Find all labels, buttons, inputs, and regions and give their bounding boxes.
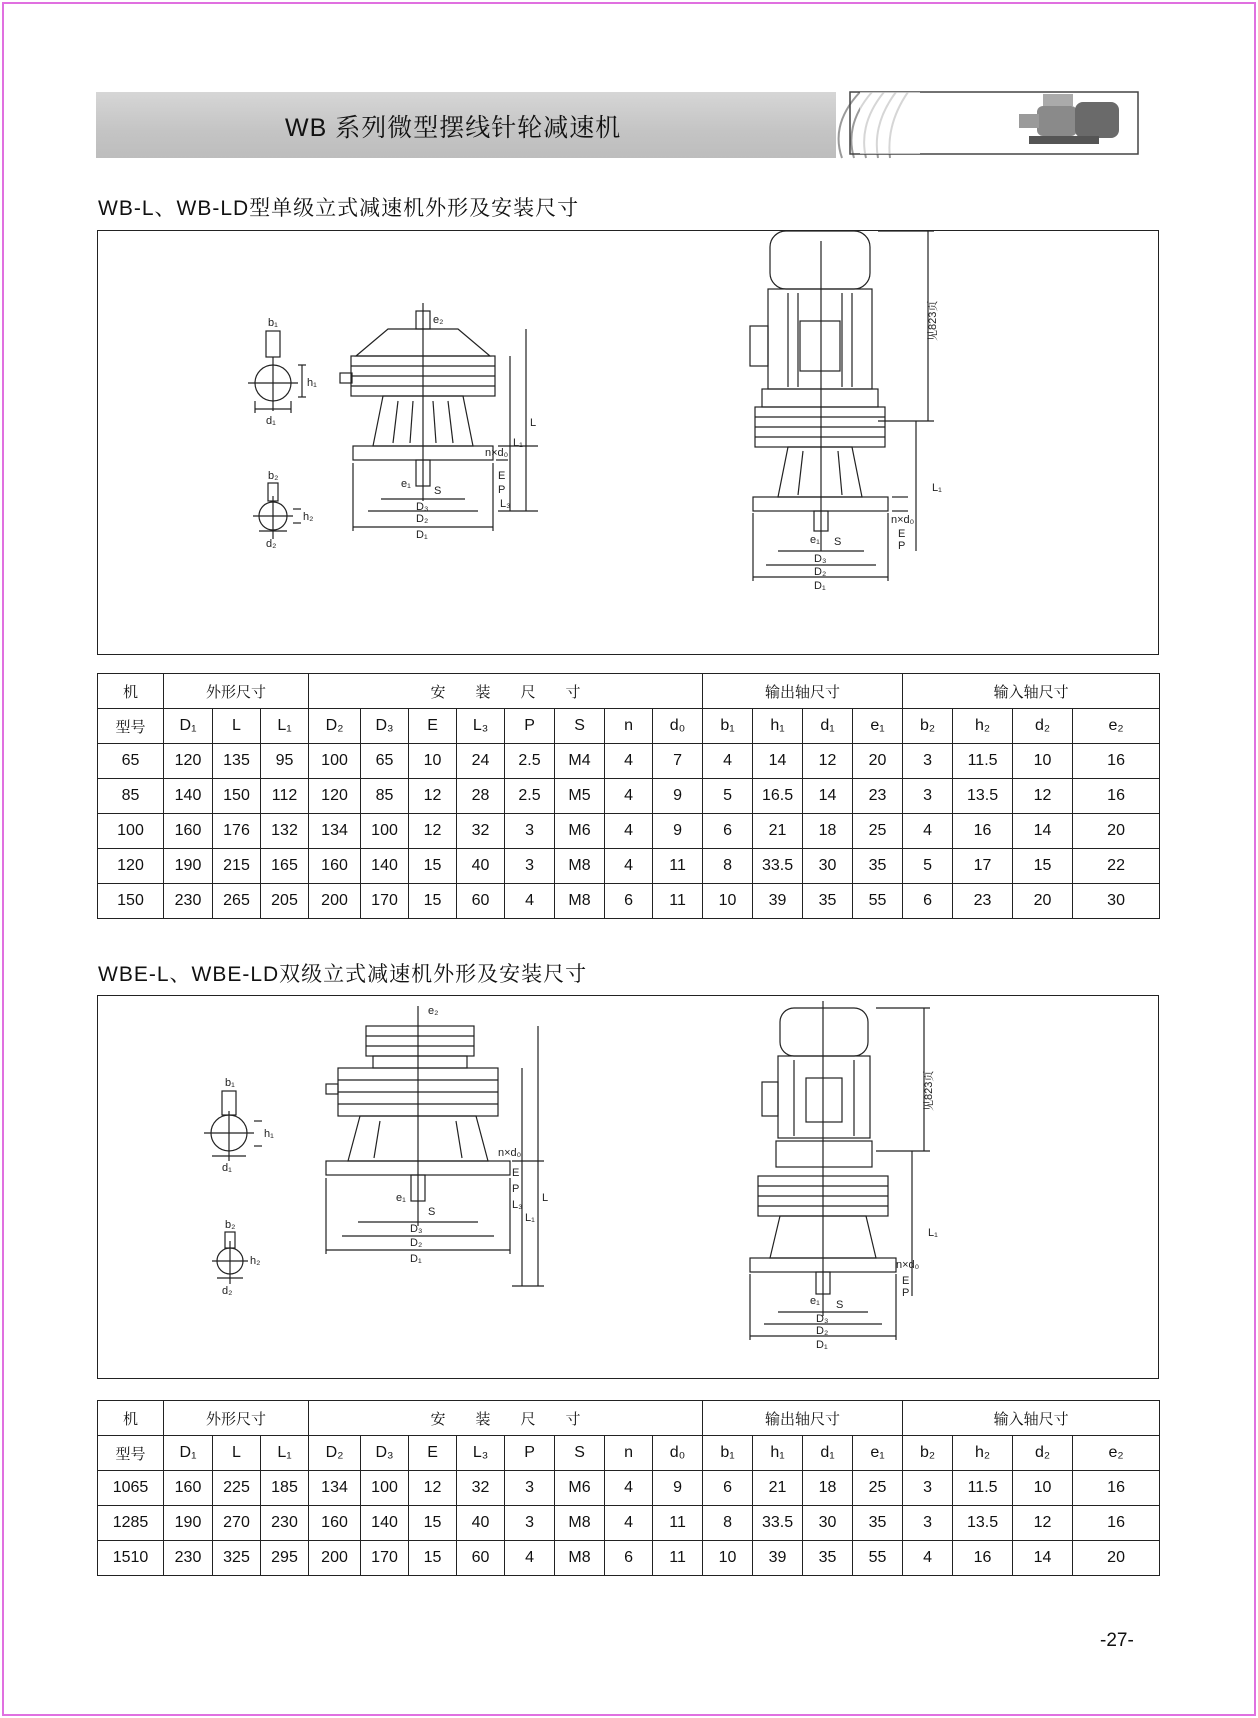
- table-cell: 12: [1013, 1506, 1073, 1541]
- table-cell: 32: [457, 1471, 505, 1506]
- label-D2: D₂: [416, 513, 429, 525]
- label-nxd0: n×d₀: [485, 447, 509, 459]
- table-cell: 24: [457, 744, 505, 779]
- technical-drawing-single-stage: [98, 231, 1158, 654]
- table-cell: 185: [261, 1471, 309, 1506]
- table-cell: 10: [703, 1541, 753, 1576]
- column-header: e₁: [853, 1436, 903, 1471]
- header-model-2: 型号: [98, 1436, 164, 1471]
- column-header-row: [98, 709, 1160, 744]
- label-e1-motor-2: e₁: [810, 1295, 820, 1307]
- header-output-shaft: 输出轴尺寸: [703, 674, 903, 709]
- label-L3: L₃: [500, 498, 511, 510]
- header-input-shaft: 输入轴尺寸: [903, 674, 1160, 709]
- drawing-double-stage: [97, 995, 1159, 1379]
- table-cell: 6: [605, 884, 653, 919]
- table-cell: 18: [803, 814, 853, 849]
- table-cell: 3: [505, 814, 555, 849]
- table-cell: 4: [605, 814, 653, 849]
- table-cell: 200: [309, 884, 361, 919]
- label-e1: e₁: [401, 478, 411, 490]
- table-cell: 4: [505, 884, 555, 919]
- table-row: [98, 1541, 1160, 1576]
- table-cell: 134: [309, 1471, 361, 1506]
- label-e2-2: e₂: [428, 1005, 439, 1017]
- column-header: b₂: [903, 709, 953, 744]
- label-d1-2: d₁: [222, 1162, 232, 1174]
- label-L1-motor-2: L₁: [928, 1227, 938, 1239]
- table-cell: 25: [853, 1471, 903, 1506]
- table-cell: 15: [409, 1506, 457, 1541]
- table-cell: 112: [261, 779, 309, 814]
- column-header: L₃: [457, 1436, 505, 1471]
- table-cell: 16: [953, 814, 1013, 849]
- table-row: [98, 1471, 1160, 1506]
- table-cell: 3: [903, 1471, 953, 1506]
- header-outline-dims: 外形尺寸: [164, 1401, 309, 1436]
- column-header: e₂: [1073, 709, 1160, 744]
- table-cell: 33.5: [753, 1506, 803, 1541]
- label-P-motor: P: [898, 540, 906, 552]
- table-cell: M5: [555, 779, 605, 814]
- label-nxd0-motor-2: n×d₀: [896, 1259, 920, 1271]
- table-cell: 160: [164, 814, 213, 849]
- table-cell: 33.5: [753, 849, 803, 884]
- table-cell: 39: [753, 884, 803, 919]
- table-cell: 132: [261, 814, 309, 849]
- column-header: L: [213, 709, 261, 744]
- label-S: S: [434, 485, 442, 497]
- label-E-motor-2: E: [902, 1275, 910, 1287]
- table-cell: 23: [853, 779, 903, 814]
- label-E-2: E: [512, 1167, 520, 1179]
- table-cell: 14: [803, 779, 853, 814]
- table-cell: 17: [953, 849, 1013, 884]
- column-header: P: [505, 709, 555, 744]
- table-cell: 60: [457, 884, 505, 919]
- table-cell: 170: [361, 1541, 409, 1576]
- table-cell: 23: [953, 884, 1013, 919]
- model-cell: 1510: [98, 1541, 164, 1576]
- label-P-motor-2: P: [902, 1287, 910, 1299]
- table-cell: 6: [703, 814, 753, 849]
- table-cell: 10: [1013, 1471, 1073, 1506]
- table-cell: 11: [653, 849, 703, 884]
- table-cell: 22: [1073, 849, 1160, 884]
- technical-drawing-double-stage: [98, 996, 1158, 1378]
- table-cell: 3: [505, 1471, 555, 1506]
- table-cell: 4: [605, 1506, 653, 1541]
- table-cell: 35: [853, 849, 903, 884]
- table-row: [98, 1506, 1160, 1541]
- table-cell: 150: [213, 779, 261, 814]
- header-output-shaft: 输出轴尺寸: [703, 1401, 903, 1436]
- table-cell: 14: [1013, 1541, 1073, 1576]
- column-header: D₁: [164, 709, 213, 744]
- table-row: [98, 884, 1160, 919]
- label-d1: d₁: [266, 415, 276, 427]
- table-cell: 4: [505, 1541, 555, 1576]
- table-cell: 35: [803, 1541, 853, 1576]
- table-cell: 18: [803, 1471, 853, 1506]
- column-header: L₃: [457, 709, 505, 744]
- column-header: S: [555, 1436, 605, 1471]
- label-S-motor: S: [834, 536, 842, 548]
- label-D2-motor-2: D₂: [816, 1325, 829, 1337]
- table-cell: 4: [605, 1471, 653, 1506]
- table-cell: 13.5: [953, 1506, 1013, 1541]
- table-cell: 12: [1013, 779, 1073, 814]
- table-cell: 7: [653, 744, 703, 779]
- table-cell: 11: [653, 1506, 703, 1541]
- label-motor-ref: 见823页: [927, 300, 939, 341]
- table-cell: 2.5: [505, 779, 555, 814]
- table-cell: 10: [1013, 744, 1073, 779]
- table-cell: 3: [505, 1506, 555, 1541]
- table-cell: 325: [213, 1541, 261, 1576]
- section-title-single-stage: WB-L、WB-LD型单级立式减速机外形及安装尺寸: [98, 197, 580, 220]
- table-cell: 135: [213, 744, 261, 779]
- table-cell: 200: [309, 1541, 361, 1576]
- table-cell: M6: [555, 814, 605, 849]
- table-cell: 16: [1073, 744, 1160, 779]
- label-D2-2: D₂: [410, 1237, 423, 1249]
- model-cell: 150: [98, 884, 164, 919]
- table-cell: 100: [309, 744, 361, 779]
- table-cell: 176: [213, 814, 261, 849]
- header-model-2: 型号: [98, 709, 164, 744]
- label-nxd0-motor: n×d₀: [891, 514, 915, 526]
- table-cell: 3: [903, 779, 953, 814]
- table-cell: 230: [261, 1506, 309, 1541]
- table-cell: 3: [903, 1506, 953, 1541]
- label-e2: e₂: [433, 314, 444, 326]
- column-header: E: [409, 1436, 457, 1471]
- table-cell: 21: [753, 1471, 803, 1506]
- column-header: d₁: [803, 709, 853, 744]
- label-e1-2: e₁: [396, 1192, 406, 1204]
- table-cell: 4: [903, 1541, 953, 1576]
- table-cell: 4: [903, 814, 953, 849]
- column-header: d₀: [653, 709, 703, 744]
- table-cell: 95: [261, 744, 309, 779]
- table-cell: 30: [1073, 884, 1160, 919]
- column-header: b₂: [903, 1436, 953, 1471]
- label-S-motor-2: S: [836, 1299, 844, 1311]
- table-cell: 14: [753, 744, 803, 779]
- column-header: d₂: [1013, 709, 1073, 744]
- table-cell: 25: [853, 814, 903, 849]
- table-cell: 13.5: [953, 779, 1013, 814]
- table-cell: 5: [903, 849, 953, 884]
- label-b2-2: b₂: [225, 1219, 236, 1231]
- table-cell: 3: [903, 744, 953, 779]
- label-L: L: [530, 417, 537, 429]
- table-cell: 14: [1013, 814, 1073, 849]
- table-cell: 140: [361, 849, 409, 884]
- drawing-single-stage: [97, 230, 1159, 655]
- header-model-1: 机: [98, 674, 164, 709]
- dimension-table-single-stage: [97, 673, 1160, 919]
- table-cell: 140: [361, 1506, 409, 1541]
- column-header: n: [605, 709, 653, 744]
- label-S-2: S: [428, 1206, 436, 1218]
- table-cell: 295: [261, 1541, 309, 1576]
- table-cell: 85: [361, 779, 409, 814]
- table-cell: M6: [555, 1471, 605, 1506]
- table-cell: 35: [853, 1506, 903, 1541]
- table-cell: M8: [555, 1541, 605, 1576]
- table-cell: 100: [361, 1471, 409, 1506]
- label-D1: D₁: [416, 529, 428, 541]
- label-d2-2: d₂: [222, 1285, 233, 1297]
- table-cell: 134: [309, 814, 361, 849]
- table-cell: 28: [457, 779, 505, 814]
- table-cell: 20: [853, 744, 903, 779]
- table-cell: 265: [213, 884, 261, 919]
- column-header: h₂: [953, 1436, 1013, 1471]
- label-L3-2: L₃: [512, 1199, 523, 1211]
- table-cell: 32: [457, 814, 505, 849]
- label-D3-motor-2: D₃: [816, 1313, 829, 1325]
- table-cell: 40: [457, 849, 505, 884]
- column-header: D₂: [309, 1436, 361, 1471]
- table-cell: 120: [164, 744, 213, 779]
- column-header: D₂: [309, 709, 361, 744]
- label-D1-motor: D₁: [814, 580, 826, 592]
- column-header: e₁: [853, 709, 903, 744]
- table-cell: 230: [164, 1541, 213, 1576]
- column-header: b₁: [703, 709, 753, 744]
- header-input-shaft: 输入轴尺寸: [903, 1401, 1160, 1436]
- label-b1: b₁: [268, 317, 278, 329]
- table-cell: 40: [457, 1506, 505, 1541]
- table-cell: 11.5: [953, 744, 1013, 779]
- table-cell: 12: [409, 1471, 457, 1506]
- table-cell: 4: [605, 849, 653, 884]
- column-header: L: [213, 1436, 261, 1471]
- label-L-2: L: [542, 1192, 549, 1204]
- page-title: WB 系列微型摆线针轮减速机: [285, 114, 622, 142]
- dimension-table-double-stage: [97, 1400, 1160, 1576]
- label-h1-2: h₁: [264, 1128, 274, 1140]
- table-cell: 270: [213, 1506, 261, 1541]
- table-cell: 6: [903, 884, 953, 919]
- table-cell: 11.5: [953, 1471, 1013, 1506]
- table-cell: 30: [803, 849, 853, 884]
- table-cell: 205: [261, 884, 309, 919]
- column-header: L₁: [261, 1436, 309, 1471]
- table-cell: 16.5: [753, 779, 803, 814]
- table-row: [98, 744, 1160, 779]
- table-cell: 170: [361, 884, 409, 919]
- column-header: d₁: [803, 1436, 853, 1471]
- label-D3-2: D₃: [410, 1223, 423, 1235]
- label-L1-2: L₁: [525, 1212, 535, 1224]
- column-header: h₁: [753, 709, 803, 744]
- table-cell: 20: [1073, 814, 1160, 849]
- table-cell: 8: [703, 849, 753, 884]
- table-cell: 60: [457, 1541, 505, 1576]
- model-cell: 85: [98, 779, 164, 814]
- table-cell: 6: [703, 1471, 753, 1506]
- table-cell: 15: [1013, 849, 1073, 884]
- table-cell: 9: [653, 779, 703, 814]
- model-cell: 1065: [98, 1471, 164, 1506]
- column-header: S: [555, 709, 605, 744]
- table-row: [98, 779, 1160, 814]
- model-cell: 65: [98, 744, 164, 779]
- column-header: E: [409, 709, 457, 744]
- label-D2-motor: D₂: [814, 566, 827, 578]
- table-cell: 9: [653, 814, 703, 849]
- model-cell: 120: [98, 849, 164, 884]
- table-cell: 4: [703, 744, 753, 779]
- table-cell: M8: [555, 849, 605, 884]
- table-cell: 39: [753, 1541, 803, 1576]
- label-D3: D₃: [416, 501, 429, 513]
- label-L1-motor: L₁: [932, 482, 942, 494]
- table-cell: 160: [309, 849, 361, 884]
- table-cell: 160: [309, 1506, 361, 1541]
- header-install-dims: 安 装 尺 寸: [309, 1401, 703, 1436]
- label-E: E: [498, 470, 506, 482]
- label-b2: b₂: [268, 470, 279, 482]
- section-title-double-stage: WBE-L、WBE-LD双级立式减速机外形及安装尺寸: [98, 963, 588, 986]
- table-cell: 15: [409, 884, 457, 919]
- label-D1-motor-2: D₁: [816, 1339, 828, 1351]
- label-P: P: [498, 484, 506, 496]
- label-h2: h₂: [303, 511, 314, 523]
- column-header: e₂: [1073, 1436, 1160, 1471]
- label-h2-2: h₂: [250, 1255, 261, 1267]
- table-cell: 20: [1013, 884, 1073, 919]
- table-cell: 2.5: [505, 744, 555, 779]
- table-cell: 55: [853, 1541, 903, 1576]
- table-cell: 11: [653, 1541, 703, 1576]
- column-header: d₀: [653, 1436, 703, 1471]
- table-cell: 16: [953, 1541, 1013, 1576]
- header-outline-dims: 外形尺寸: [164, 674, 309, 709]
- label-d2: d₂: [266, 538, 277, 550]
- column-header-row: [98, 1436, 1160, 1471]
- table-cell: 225: [213, 1471, 261, 1506]
- table-cell: 190: [164, 849, 213, 884]
- column-header: D₁: [164, 1436, 213, 1471]
- column-header: h₂: [953, 709, 1013, 744]
- table-cell: 11: [653, 884, 703, 919]
- label-h1: h₁: [307, 377, 317, 389]
- table-cell: 12: [803, 744, 853, 779]
- column-header: P: [505, 1436, 555, 1471]
- label-nxd0-2: n×d₀: [498, 1147, 522, 1159]
- table-cell: 6: [605, 1541, 653, 1576]
- table-cell: M8: [555, 884, 605, 919]
- table-cell: 16: [1073, 779, 1160, 814]
- table-body-single-stage: [98, 744, 1160, 919]
- table-body-double-stage: [98, 1471, 1160, 1576]
- table-cell: M8: [555, 1506, 605, 1541]
- table-cell: 9: [653, 1471, 703, 1506]
- table-row: [98, 849, 1160, 884]
- label-b1-2: b₁: [225, 1077, 235, 1089]
- table-cell: 10: [409, 744, 457, 779]
- table-row: [98, 814, 1160, 849]
- label-e1-motor: e₁: [810, 534, 820, 546]
- table-cell: 55: [853, 884, 903, 919]
- column-header: h₁: [753, 1436, 803, 1471]
- label-D1-2: D₁: [410, 1253, 422, 1265]
- table-cell: 4: [605, 779, 653, 814]
- table-cell: 120: [309, 779, 361, 814]
- column-header: D₃: [361, 1436, 409, 1471]
- label-L1: L₁: [513, 437, 523, 449]
- table-cell: 21: [753, 814, 803, 849]
- table-cell: 12: [409, 814, 457, 849]
- column-header: d₂: [1013, 1436, 1073, 1471]
- table-cell: 35: [803, 884, 853, 919]
- table-cell: 20: [1073, 1541, 1160, 1576]
- table-cell: 12: [409, 779, 457, 814]
- table-cell: 10: [703, 884, 753, 919]
- table-cell: 16: [1073, 1471, 1160, 1506]
- table-cell: 8: [703, 1506, 753, 1541]
- label-E-motor: E: [898, 528, 906, 540]
- column-header: b₁: [703, 1436, 753, 1471]
- table-cell: 15: [409, 849, 457, 884]
- label-D3-motor: D₃: [814, 553, 827, 565]
- model-cell: 1285: [98, 1506, 164, 1541]
- header-model-1: 机: [98, 1401, 164, 1436]
- table-cell: 160: [164, 1471, 213, 1506]
- model-cell: 100: [98, 814, 164, 849]
- column-header: D₃: [361, 709, 409, 744]
- column-header: L₁: [261, 709, 309, 744]
- page-number: -27-: [1100, 1630, 1134, 1651]
- header-decoration: [820, 88, 1150, 160]
- table-cell: 5: [703, 779, 753, 814]
- table-cell: 4: [605, 744, 653, 779]
- table-cell: 30: [803, 1506, 853, 1541]
- label-P-2: P: [512, 1183, 520, 1195]
- table-cell: 140: [164, 779, 213, 814]
- table-cell: 100: [361, 814, 409, 849]
- table-cell: 190: [164, 1506, 213, 1541]
- table-cell: M4: [555, 744, 605, 779]
- reducer-thumbnail-icon: [1019, 94, 1119, 144]
- table-cell: 215: [213, 849, 261, 884]
- table-cell: 16: [1073, 1506, 1160, 1541]
- label-motor-ref-2: 见823页: [923, 1070, 935, 1111]
- table-cell: 65: [361, 744, 409, 779]
- column-header: n: [605, 1436, 653, 1471]
- table-cell: 3: [505, 849, 555, 884]
- table-cell: 230: [164, 884, 213, 919]
- header-install-dims: 安 装 尺 寸: [309, 674, 703, 709]
- table-cell: 15: [409, 1541, 457, 1576]
- table-cell: 165: [261, 849, 309, 884]
